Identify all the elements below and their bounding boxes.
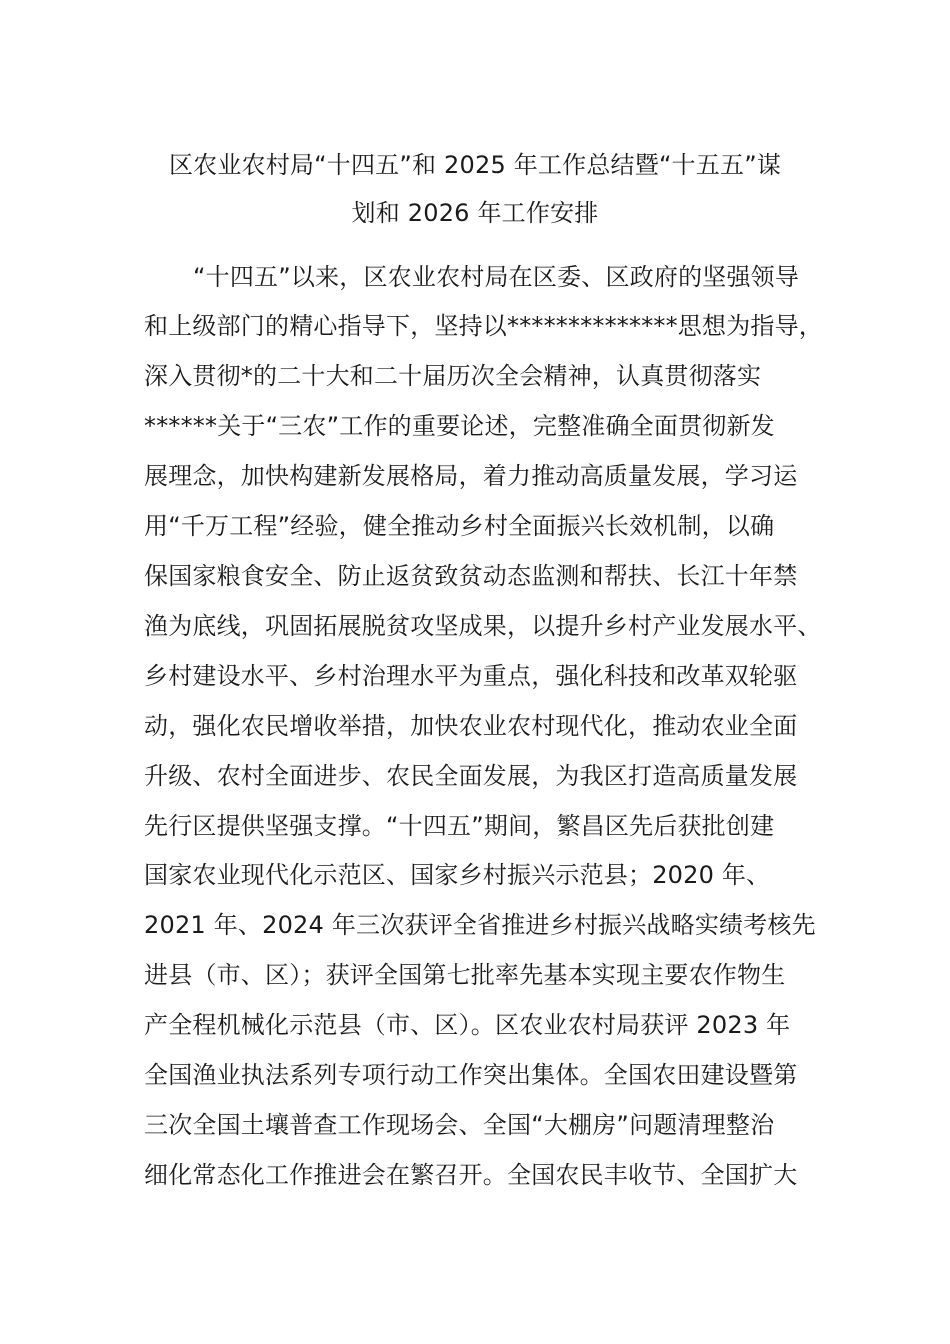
body-text-line: 全国渔业执法系列专项行动工作突出集体。全国农田建设暨第	[144, 1061, 798, 1089]
body-text-line: ******关于“三农”工作的重要论述，完整准确全面贯彻新发	[144, 412, 775, 440]
body-text-line: 2021 年、2024 年三次获评全省推进乡村振兴战略实绩考核先	[144, 911, 816, 939]
body-text-line: 进县（市、区）；获评全国第七批率先基本实现主要农作物生	[144, 961, 786, 989]
body-text-line: 先行区提供坚强支撑。“十四五”期间，繁昌区先后获批创建	[144, 812, 775, 840]
body-text-line: 和上级部门的精心指导下，坚持以**************思想为指导，	[144, 312, 823, 340]
body-text-line: 保国家粮食安全、防止返贫致贫动态监测和帮扶、长江十年禁	[144, 562, 798, 590]
body-text-line: 深入贯彻*的二十大和二十届历次全会精神，认真贯彻落实	[144, 362, 762, 390]
body-text-line: 三次全国土壤普查工作现场会、全国“大棚房”问题清理整治	[144, 1111, 775, 1139]
body-text-line: “十四五”以来，区农业农村局在区委、区政府的坚强领导	[193, 263, 800, 291]
body-text-line: 升级、农村全面进步、农民全面发展，为我区打造高质量发展	[144, 762, 798, 790]
body-text-line: 乡村建设水平、乡村治理水平为重点，强化科技和改革双轮驱	[144, 662, 798, 690]
body-text-line: 细化常态化工作推进会在繁召开。全国农民丰收节、全国扩大	[144, 1161, 798, 1189]
body-text-line: 展理念，加快构建新发展格局，着力推动高质量发展，学习运	[144, 462, 798, 490]
body-text-line: 渔为底线，巩固拓展脱贫攻坚成果，以提升乡村产业发展水平、	[144, 612, 822, 640]
body-text-line: 用“千万工程”经验，健全推动乡村全面振兴长效机制，以确	[144, 512, 775, 540]
document-title-line-2: 划和 2026 年工作安排	[351, 199, 599, 227]
body-text-line: 国家农业现代化示范区、国家乡村振兴示范县；2020 年、	[144, 861, 771, 889]
body-text-line: 动，强化农民增收举措，加快农业农村现代化，推动农业全面	[144, 712, 798, 740]
body-text-line: 产全程机械化示范县（市、区）。区农业农村局获评 2023 年	[144, 1011, 791, 1039]
document-title-line-1: 区农业农村局“十四五”和 2025 年工作总结暨“十五五”谋	[168, 151, 782, 179]
